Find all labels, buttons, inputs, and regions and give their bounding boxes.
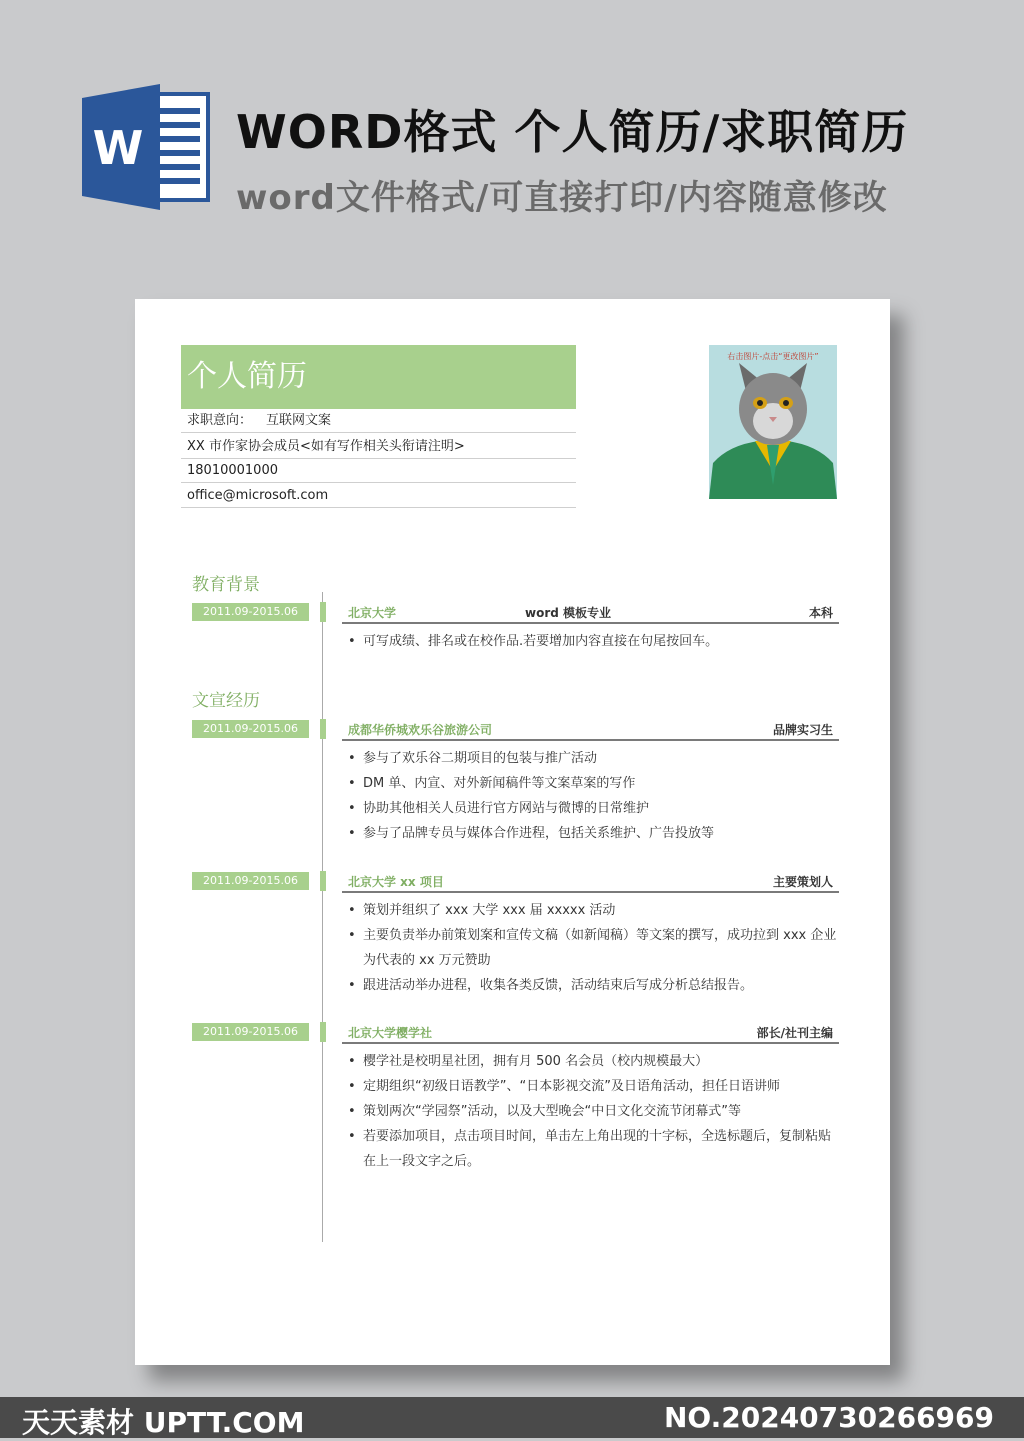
list-item: • 策划两次“学园祭”活动，以及大型晚会“中日文化交流节闭幕式”等: [347, 1099, 839, 1124]
timeline-marker: [320, 1022, 326, 1042]
svg-text:W: W: [92, 121, 144, 175]
entry-role: 本科: [808, 606, 833, 620]
entry-header: [342, 1022, 839, 1044]
entry-bullets: [347, 746, 839, 846]
timeline-marker: [320, 871, 326, 891]
section-title-experience: 文宣经历: [192, 691, 260, 711]
section-title-education: 教育背景: [192, 575, 260, 595]
list-item: • 跟进活动举办进程，收集各类反馈，活动结束后写成分析总结报告。: [347, 973, 839, 998]
entry-header: [342, 602, 839, 624]
entry-org: 北京大学樱学社: [348, 1026, 433, 1040]
timeline-line: [322, 592, 323, 1242]
entry-role: 品牌实习生: [772, 723, 833, 737]
date-tag[interactable]: 2011.09-2015.06: [192, 720, 309, 738]
list-item: • 协助其他相关人员进行官方网站与微博的日常维护: [347, 796, 839, 821]
profile-photo[interactable]: [709, 345, 837, 499]
entry-org: 北京大学: [348, 606, 397, 620]
entry-org: 北京大学 xx 项目: [348, 875, 444, 889]
membership-value: XX 市作家协会成员<如有写作相关头衔请注明>: [187, 439, 465, 454]
email-value: office@microsoft.com: [187, 488, 329, 503]
resume-page: [135, 299, 890, 1365]
entry-org: 成都华侨城欢乐谷旅游公司: [348, 723, 493, 737]
list-item: • 参与了品牌专员与媒体合作进程，包括关系维护、广告投放等: [347, 821, 839, 846]
banner-subtitle: word文件格式/可直接打印/内容随意修改: [236, 178, 888, 218]
list-item: • 定期组织“初级日语教学”、“日本影视交流”及日语角活动，担任日语讲师: [347, 1074, 839, 1099]
timeline-marker: [320, 719, 326, 739]
info-row-title: [181, 435, 576, 459]
objective-label: 求职意向：: [187, 413, 253, 428]
date-tag[interactable]: 2011.09-2015.06: [192, 603, 309, 621]
list-item: • 若要添加项目，点击项目时间，单击左上角出现的十字标，全选标题后，复制粘贴在上一段文字之后。: [347, 1124, 839, 1174]
entry-role: 部长/社刊主编: [756, 1026, 833, 1040]
info-row-email: [181, 484, 576, 508]
photo-caption: 右击图片-点击“更改图片”: [727, 352, 819, 361]
phone-value: 18010001000: [187, 463, 278, 478]
list-item: • 主要负责举办前策划案和宣传文稿（如新闻稿）等文案的撰写，成功拉到 xxx 企业为代表的 xx 万元赞助: [347, 923, 839, 973]
entry-bullets: [347, 629, 839, 654]
entry-bullets: [347, 1049, 839, 1174]
list-item: • 策划并组织了 xxx 大学 xxx 届 xxxxx 活动: [347, 898, 839, 923]
info-row-objective: [181, 409, 576, 433]
list-item: • DM 单、内宣、对外新闻稿件等文案草案的写作: [347, 771, 839, 796]
entry-bullets: [347, 898, 839, 998]
word-logo-icon: [82, 84, 212, 210]
footer-number: NO.20240730266969: [663, 1401, 994, 1434]
entry-major: word 模板专业: [525, 606, 612, 620]
objective-value: 互联网文案: [266, 413, 332, 428]
resume-title-bar: 个人简历: [181, 345, 576, 409]
list-item: • 樱学社是校明星社团，拥有月 500 名会员（校内规模最大）: [347, 1049, 839, 1074]
timeline-marker: [320, 602, 326, 622]
info-row-phone: [181, 459, 576, 483]
cat-portrait-icon: [709, 345, 837, 499]
list-item: • 参与了欢乐谷二期项目的包装与推广活动: [347, 746, 839, 771]
date-tag[interactable]: 2011.09-2015.06: [192, 872, 309, 890]
entry-header: [342, 871, 839, 893]
banner-title: WORD格式 个人简历/求职简历: [236, 105, 909, 159]
date-tag[interactable]: 2011.09-2015.06: [192, 1023, 309, 1041]
footer-bar: [0, 1397, 1024, 1438]
entry-header: [342, 719, 839, 741]
entry-role: 主要策划人: [772, 875, 833, 889]
footer-site: 天天素材 UPTT.COM: [22, 1406, 305, 1439]
list-item: • 可写成绩、排名或在校作品.若要增加内容直接在句尾按回车。: [347, 629, 839, 654]
